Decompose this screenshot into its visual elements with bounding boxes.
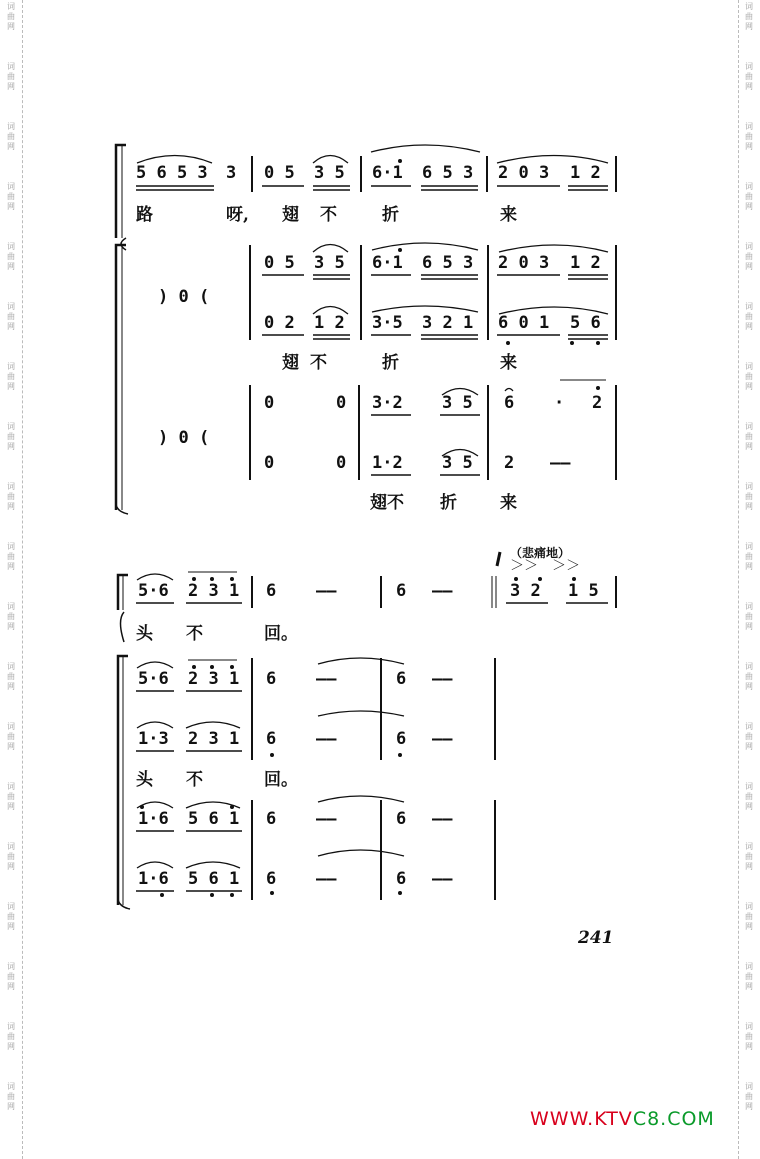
- lyric: 来: [500, 493, 517, 513]
- note-group: 2 3 1: [188, 669, 240, 689]
- lyric: 回。: [264, 770, 298, 790]
- rest-marker: ) 0 (: [158, 428, 210, 448]
- watermark-mark: 词 曲 网: [745, 782, 753, 811]
- lyric: 翅: [282, 353, 299, 373]
- note-group: 5·6: [138, 581, 169, 601]
- note-group: 0 5: [264, 253, 295, 273]
- note-group: 6: [396, 809, 407, 829]
- watermark-mark: 词 曲 网: [7, 422, 15, 451]
- watermark-mark: 词 曲 网: [7, 302, 15, 331]
- note-group: 3·2: [372, 393, 403, 413]
- note-group: 5 6 1: [188, 869, 240, 889]
- watermark-mark: 词 曲 网: [745, 1022, 753, 1051]
- note-group: 3 5: [314, 163, 345, 183]
- note-group: 6: [396, 729, 407, 749]
- note-group: ——: [550, 453, 571, 473]
- expression-marking: （悲痛地）: [510, 546, 571, 560]
- watermark-mark: 词 曲 网: [745, 362, 753, 391]
- note-group: 6 5 3: [422, 253, 474, 273]
- watermark-mark: 词 曲 网: [745, 962, 753, 991]
- watermark-mark: 词 曲 网: [7, 842, 15, 871]
- lyric: 路: [136, 205, 153, 225]
- note-group: 5 6 1: [188, 809, 240, 829]
- note-group: 1·6: [138, 809, 169, 829]
- watermark-mark: 词 曲 网: [745, 242, 753, 271]
- watermark-mark: 词 曲 网: [745, 482, 753, 511]
- watermark-mark: 词 曲 网: [7, 782, 15, 811]
- watermark-mark: 词 曲 网: [745, 422, 753, 451]
- note-group: 3 2 1: [422, 313, 474, 333]
- note-group: 3·5: [372, 313, 403, 333]
- note-group: 0: [264, 393, 275, 413]
- note-group: 1·2: [372, 453, 403, 473]
- lyric: 呀,: [226, 205, 249, 225]
- note-group: 6: [266, 669, 277, 689]
- note-group: 2 3 1: [188, 581, 240, 601]
- watermark-mark: 词 曲 网: [7, 722, 15, 751]
- lyric: 翅不: [370, 493, 404, 513]
- watermark-mark: 词 曲 网: [7, 662, 15, 691]
- site-url-part1: WWW.KTV: [530, 1108, 633, 1130]
- lyric: 头: [136, 624, 153, 644]
- note-group: ——: [316, 869, 337, 889]
- note-group: ——: [316, 729, 337, 749]
- lyric: 回。: [264, 624, 298, 644]
- note-group: 6: [396, 581, 407, 601]
- note-group: 2 0 3: [498, 253, 550, 273]
- note-group: 0: [336, 453, 347, 473]
- watermark-mark: 词 曲 网: [7, 62, 15, 91]
- note-group: 6·1: [372, 253, 403, 273]
- note-group: 6: [504, 393, 515, 413]
- watermark-mark: 词 曲 网: [7, 602, 15, 631]
- lyric: 不: [186, 770, 203, 790]
- note-group: 0: [264, 453, 275, 473]
- site-url-part2: C8.COM: [632, 1108, 715, 1130]
- watermark-mark: 词 曲 网: [7, 1022, 15, 1051]
- watermark-mark: 词 曲 网: [745, 722, 753, 751]
- note-group: 0: [336, 393, 347, 413]
- watermark-mark: 词 曲 网: [745, 542, 753, 571]
- accent-marks: ＞＞ ＞＞: [510, 558, 580, 574]
- lyric: 折: [382, 205, 399, 225]
- watermark-mark: 词 曲 网: [7, 482, 15, 511]
- watermark-mark: 词 曲 网: [745, 122, 753, 151]
- note-group: 6 5 3: [422, 163, 474, 183]
- note-group: 5 6: [570, 313, 601, 333]
- watermark-mark: 词 曲 网: [745, 62, 753, 91]
- note-group: 2 0 3: [498, 163, 550, 183]
- lyric: 不: [310, 353, 327, 373]
- rest-marker: ) 0 (: [158, 287, 210, 307]
- note-group: 3 2: [510, 581, 541, 601]
- note-group: ——: [432, 809, 453, 829]
- lyric: 折: [440, 493, 457, 513]
- watermark-mark: 词 曲 网: [745, 302, 753, 331]
- note-group: ——: [432, 581, 453, 601]
- watermark-mark: 词 曲 网: [7, 182, 15, 211]
- watermark-mark: 词 曲 网: [745, 1082, 753, 1111]
- watermark-mark: 词 曲 网: [7, 902, 15, 931]
- note-group: ——: [432, 729, 453, 749]
- note-group: ——: [432, 669, 453, 689]
- watermark-mark: 词 曲 网: [7, 242, 15, 271]
- lyric: 来: [500, 353, 517, 373]
- note-group: 6: [396, 869, 407, 889]
- note-group: 1 5: [568, 581, 599, 601]
- note-group: 5 6 5 3: [136, 163, 208, 183]
- watermark-mark: 词 曲 网: [7, 542, 15, 571]
- note-group: 6 0 1: [498, 313, 550, 333]
- page-number: 241: [578, 928, 614, 948]
- note-group: 6·1: [372, 163, 403, 183]
- lyric: 翅: [282, 205, 299, 225]
- note-group: 3 5: [314, 253, 345, 273]
- watermark-mark: 词 曲 网: [745, 662, 753, 691]
- note-group: 1 2: [314, 313, 345, 333]
- note-group: 6: [396, 669, 407, 689]
- note-group: 2: [504, 453, 515, 473]
- note-group: ——: [316, 809, 337, 829]
- note-group: 2 3 1: [188, 729, 240, 749]
- watermark-mark: 词 曲 网: [7, 962, 15, 991]
- note-group: ——: [316, 669, 337, 689]
- watermark-mark: 词 曲 网: [745, 2, 753, 31]
- note-group: 3 5: [442, 453, 473, 473]
- watermark-mark: 词 曲 网: [745, 602, 753, 631]
- lyric: 来: [500, 205, 517, 225]
- lyric: 头: [136, 770, 153, 790]
- note-group: ·: [554, 393, 565, 413]
- note-group: 2: [592, 393, 603, 413]
- lyric: 不: [186, 624, 203, 644]
- note-group: 1·3: [138, 729, 169, 749]
- note-group: ——: [432, 869, 453, 889]
- watermark-mark: 词 曲 网: [7, 1082, 15, 1111]
- site-url: [530, 1108, 715, 1130]
- note-group: 0 2: [264, 313, 295, 333]
- watermark-mark: 词 曲 网: [7, 122, 15, 151]
- note-group: 1 2: [570, 163, 601, 183]
- note-group: 1 2: [570, 253, 601, 273]
- watermark-mark: 词 曲 网: [745, 182, 753, 211]
- lyric: 折: [382, 353, 399, 373]
- watermark-mark: 词 曲 网: [7, 2, 15, 31]
- note-group: 6: [266, 869, 277, 889]
- note-group: 1·6: [138, 869, 169, 889]
- watermark-mark: 词 曲 网: [745, 842, 753, 871]
- note-group: 5·6: [138, 669, 169, 689]
- note-group: 3 5: [442, 393, 473, 413]
- note-group: ——: [316, 581, 337, 601]
- watermark-mark: 词 曲 网: [7, 362, 15, 391]
- note-group: 6: [266, 729, 277, 749]
- watermark-mark: 词 曲 网: [745, 902, 753, 931]
- note-group: 6: [266, 581, 277, 601]
- lyric: 不: [320, 205, 337, 225]
- note-group: 6: [266, 809, 277, 829]
- note-group: 0 5: [264, 163, 295, 183]
- note-group: 3: [226, 163, 237, 183]
